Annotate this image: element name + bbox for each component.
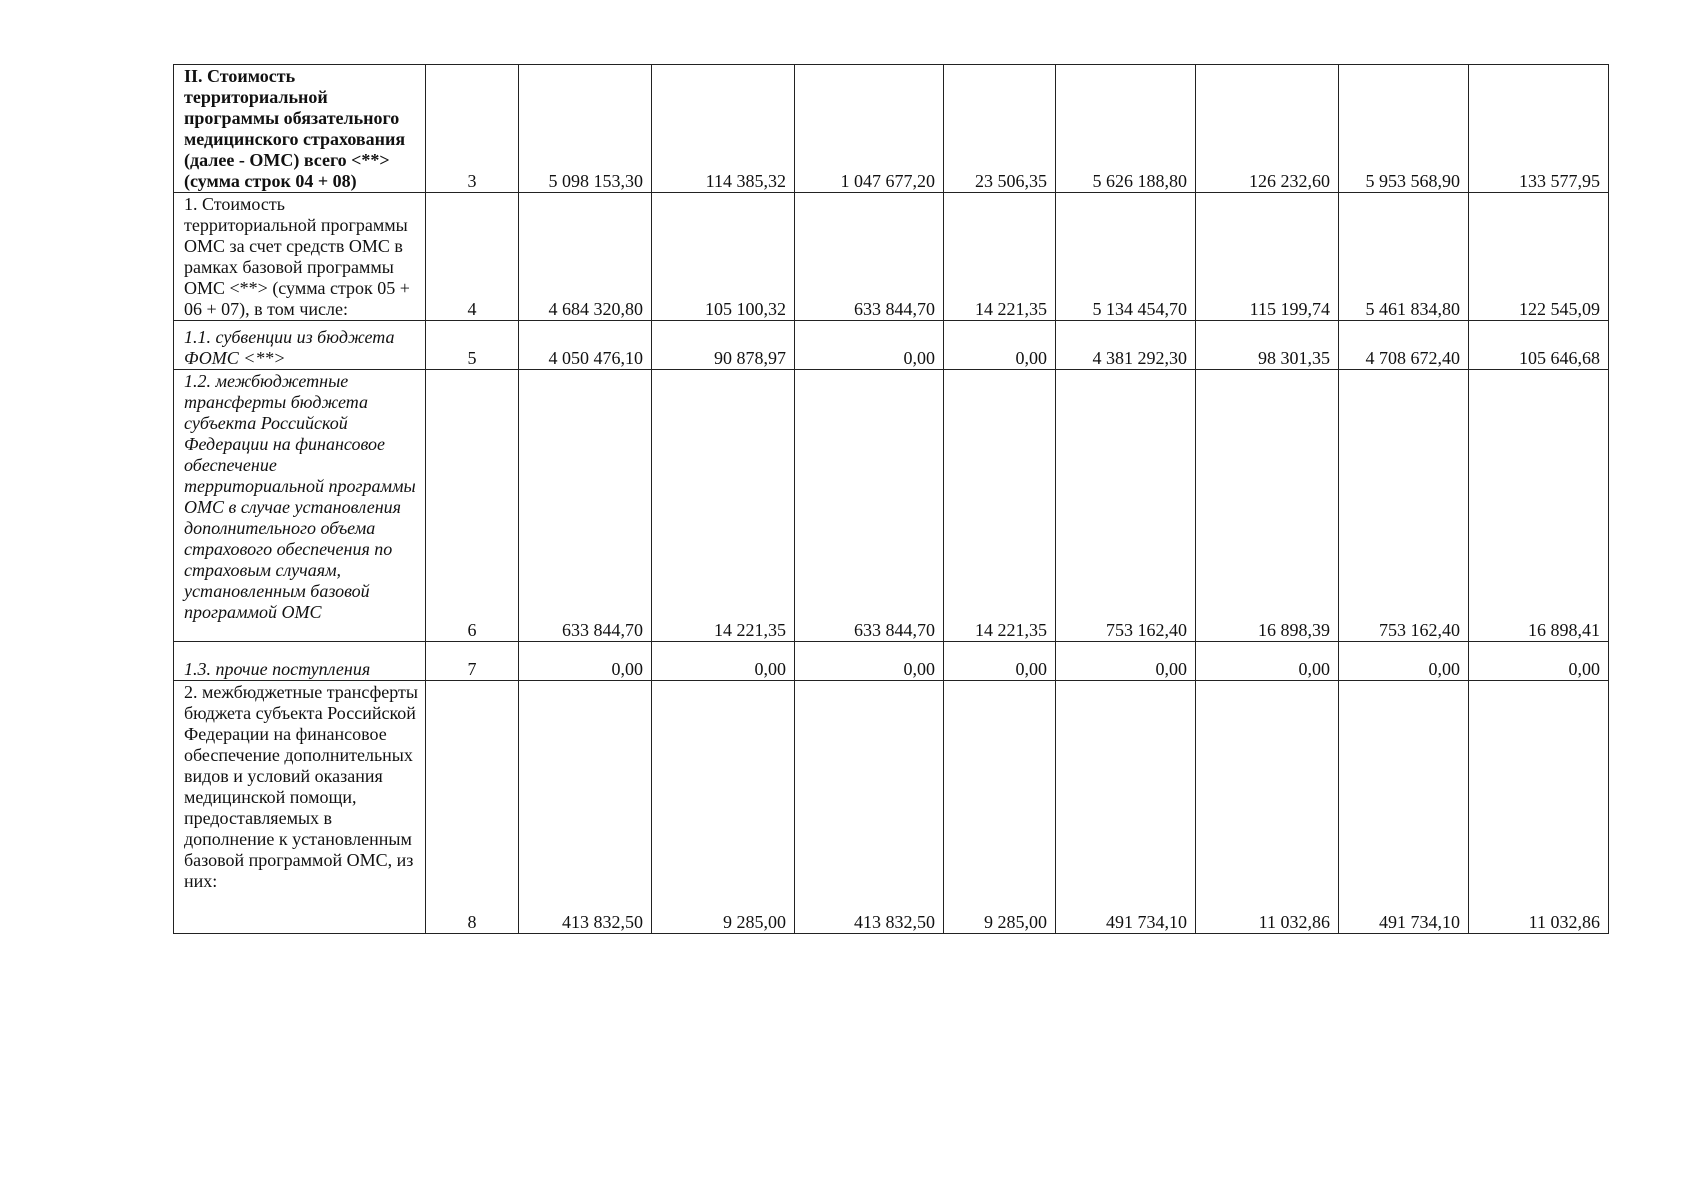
value-cell: 122 545,09 <box>1469 193 1609 321</box>
value-cell: 23 506,35 <box>944 65 1056 193</box>
value-cell: 491 734,10 <box>1339 681 1469 934</box>
row-code: 8 <box>426 681 519 934</box>
value-cell: 5 134 454,70 <box>1056 193 1196 321</box>
value-cell: 9 285,00 <box>944 681 1056 934</box>
value-cell: 105 100,32 <box>652 193 795 321</box>
value-cell: 14 221,35 <box>652 370 795 642</box>
financing-table <box>173 64 1609 934</box>
value-cell: 0,00 <box>795 642 944 681</box>
value-cell: 115 199,74 <box>1196 193 1339 321</box>
value-cell: 114 385,32 <box>652 65 795 193</box>
row-label: 1.1. субвенции из бюджета ФОМС <**> <box>174 321 426 370</box>
value-cell: 4 708 672,40 <box>1339 321 1469 370</box>
value-cell: 0,00 <box>1196 642 1339 681</box>
value-cell: 5 953 568,90 <box>1339 65 1469 193</box>
row-label: 1.2. межбюджетные трансферты бюджета субъекта Российской Федерации на финансовое обеспечение территориальной программы ОМС в случае установления дополнительного объема страхового обеспечения по страховым случаям, установленным базовой программой ОМС <box>174 370 426 642</box>
value-cell: 413 832,50 <box>519 681 652 934</box>
table-row <box>174 321 1609 370</box>
row-code: 5 <box>426 321 519 370</box>
value-cell: 4 684 320,80 <box>519 193 652 321</box>
row-code: 4 <box>426 193 519 321</box>
value-cell: 0,00 <box>1469 642 1609 681</box>
value-cell: 413 832,50 <box>795 681 944 934</box>
row-code: 6 <box>426 370 519 642</box>
value-cell: 5 098 153,30 <box>519 65 652 193</box>
value-cell: 0,00 <box>944 642 1056 681</box>
value-cell: 633 844,70 <box>795 370 944 642</box>
value-cell: 11 032,86 <box>1196 681 1339 934</box>
value-cell: 0,00 <box>652 642 795 681</box>
value-cell: 5 461 834,80 <box>1339 193 1469 321</box>
value-cell: 98 301,35 <box>1196 321 1339 370</box>
value-cell: 126 232,60 <box>1196 65 1339 193</box>
value-cell: 753 162,40 <box>1339 370 1469 642</box>
value-cell: 633 844,70 <box>795 193 944 321</box>
value-cell: 14 221,35 <box>944 370 1056 642</box>
table-row <box>174 681 1609 934</box>
value-cell: 105 646,68 <box>1469 321 1609 370</box>
value-cell: 0,00 <box>1056 642 1196 681</box>
value-cell: 9 285,00 <box>652 681 795 934</box>
value-cell: 16 898,39 <box>1196 370 1339 642</box>
value-cell: 14 221,35 <box>944 193 1056 321</box>
table-row <box>174 642 1609 681</box>
value-cell: 133 577,95 <box>1469 65 1609 193</box>
value-cell: 0,00 <box>944 321 1056 370</box>
value-cell: 0,00 <box>1339 642 1469 681</box>
table-row <box>174 370 1609 642</box>
value-cell: 11 032,86 <box>1469 681 1609 934</box>
value-cell: 5 626 188,80 <box>1056 65 1196 193</box>
row-code: 3 <box>426 65 519 193</box>
value-cell: 0,00 <box>519 642 652 681</box>
value-cell: 4 050 476,10 <box>519 321 652 370</box>
row-label: 1.3. прочие поступления <box>174 642 426 681</box>
value-cell: 90 878,97 <box>652 321 795 370</box>
table-row <box>174 193 1609 321</box>
value-cell: 753 162,40 <box>1056 370 1196 642</box>
row-label: 2. межбюджетные трансферты бюджета субъекта Российской Федерации на финансовое обеспечение дополнительных видов и условий оказания медицинской помощи, предоставляемых в дополнение к установленным базовой программой ОМС, из них: <box>174 681 426 934</box>
value-cell: 0,00 <box>795 321 944 370</box>
value-cell: 491 734,10 <box>1056 681 1196 934</box>
row-label: II. Стоимость территориальной программы обязательного медицинского страхования (далее - ОМС) всего <**> (сумма строк 04 + 08) <box>174 65 426 193</box>
table-row <box>174 65 1609 193</box>
value-cell: 1 047 677,20 <box>795 65 944 193</box>
value-cell: 4 381 292,30 <box>1056 321 1196 370</box>
value-cell: 633 844,70 <box>519 370 652 642</box>
row-label: 1. Стоимость территориальной программы ОМС за счет средств ОМС в рамках базовой программы ОМС <**> (сумма строк 05 + 06 + 07), в том числе: <box>174 193 426 321</box>
value-cell: 16 898,41 <box>1469 370 1609 642</box>
row-code: 7 <box>426 642 519 681</box>
